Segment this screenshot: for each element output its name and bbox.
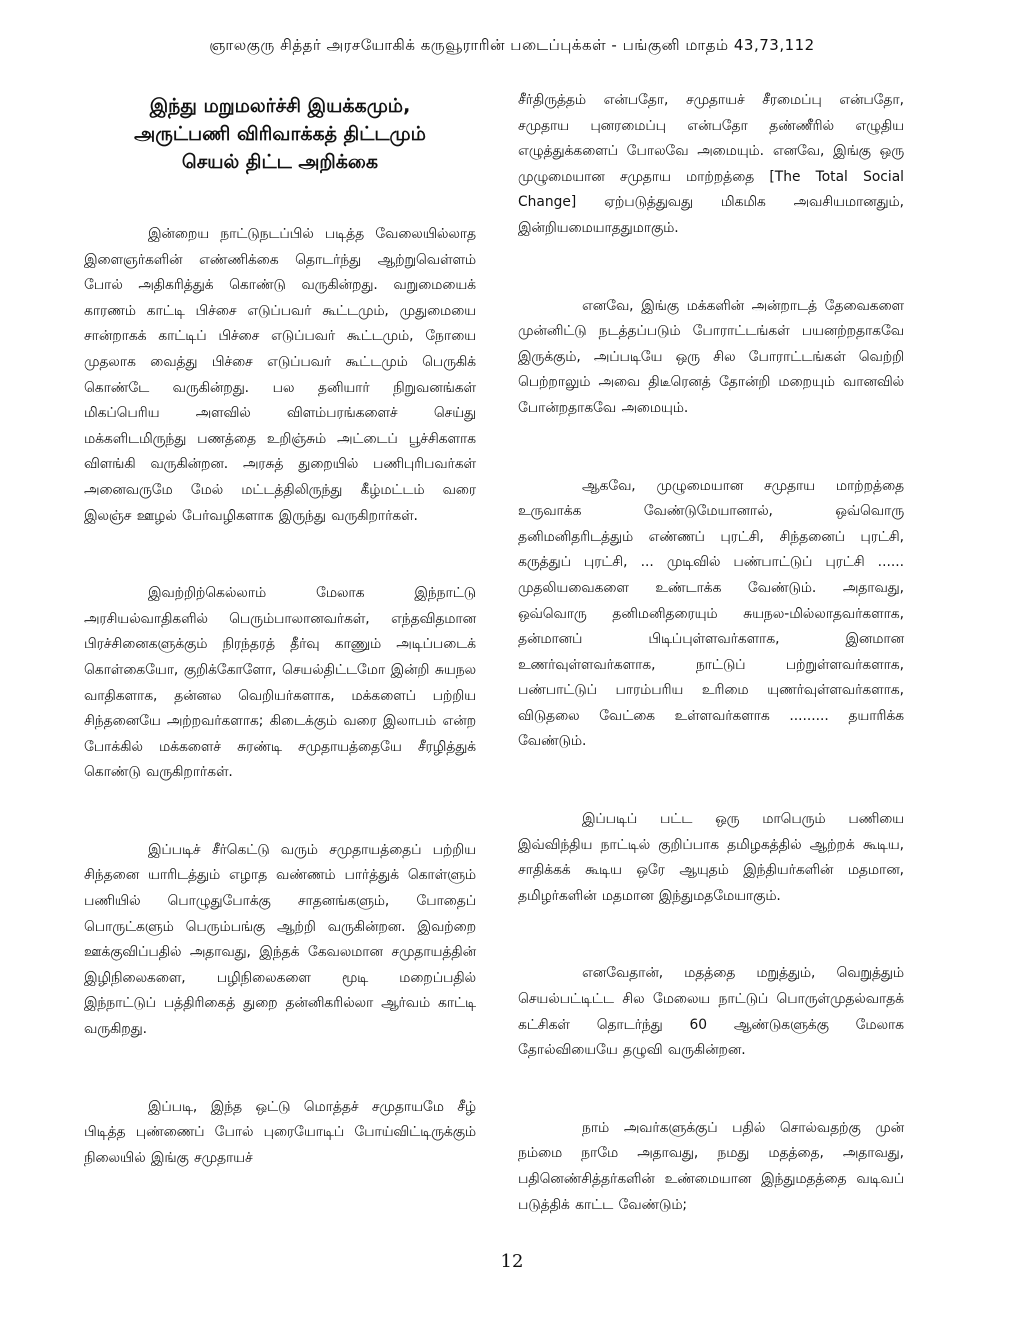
paragraph: இப்படிச் சீர்கெட்டு வரும் சமுதாயத்தைப் பற்றிய சிந்தனை யாரிடத்தும் எழாத வண்ணம் பார்த்துக் கொள்ளும் பணியில் பொழுதுபோக்கு சாதனங்களும், போதைப் பொருட்களும் பெரும்பங்கு ஆற்றி வருகின்றன. இவற்றை ஊக்குவிப்பதில் அதாவது, இந்தக் கேவலமான சமுதாயத்தின் இழிநிலைகளை, பழிநிலைகளை மூடி மறைப்பதில் இந்நாட்டுப் பத்திரிகைத் துறை தன்னிகரில்லா ஆர்வம் காட்டி வருகிறது. (84, 841, 476, 1038)
paragraph-continued: சீர்திருத்தம் என்பதோ, சமுதாயச் சீரமைப்பு என்பதோ, சமுதாய புனரமைப்பு என்பதோ தண்ணீரில் எழுதிய எழுத்துக்களைப் போலவே அமையும். எனவே, இங்கு ஒரு முழுமையான சமுதாய மாற்றத்தை [The Total Social Change] ஏற்படுத்துவது மிகமிக அவசியமானதும், இன்றியமையாததுமாகும். (518, 92, 904, 236)
paragraph: இவற்றிற்கெல்லாம் மேலாக இந்நாட்டு அரசியல்வாதிகளில் பெரும்பாலானவர்கள், எந்தவிதமான பிரச்சினைகளுக்கும் நிரந்தரத் தீர்வு காணும் அடிப்படைக் கொள்கையோ, குறிக்கோளோ, செயல்திட்டமோ இன்றி சுயநல வாதிகளாக, தன்னல வெறியர்களாக, மக்களைப் பற்றிய சிந்தனையே அற்றவர்களாக; கிடைக்கும் வரை இலாபம் என்ற போக்கில் மக்களைச் சுரண்டி சமுதாயத்தையே சீரழித்துக் கொண்டு வருகிறார்கள். (84, 585, 476, 781)
title-line-2: அருட்பணி விரிவாக்கத் திட்டமும் (134, 123, 426, 145)
left-column (84, 88, 476, 1223)
paragraph: எனவே, இங்கு மக்களின் அன்றாடத் தேவைகளை முன்னிட்டு நடத்தப்படும் போராட்டங்கள் பயனற்றதாகவே இருக்கும், அப்படியே ஒரு சில போராட்டங்கள் வெற்றி பெற்றாலும் அவை திடீரெனத் தோன்றி மறையும் வானவில் போன்றதாகவே அமையும். (518, 297, 904, 416)
page-number: 12 (500, 1251, 524, 1272)
paragraph: இப்படி, இந்த ஒட்டு மொத்தச் சமுதாயமே சீழ் பிடித்த புண்ணைப் போல் புரையோடிப் போய்விட்டிருக்கும் நிலையில் இங்கு சமுதாயச் (84, 1098, 476, 1166)
paragraph: எனவேதான், மதத்தை மறுத்தும், வெறுத்தும் செயல்பட்டிட்ட சில மேலைய நாட்டுப் பொருள்முதல்வாதக் கட்சிகள் தொடர்ந்து 60 ஆண்டுகளுக்கு மேலாக தோல்வியையே தழுவி வருகின்றன. (518, 965, 904, 1059)
paragraph: இன்றைய நாட்டுநடப்பில் படித்த வேலையில்லாத இளைஞர்களின் எண்ணிக்கை தொடர்ந்து ஆற்றுவெள்ளம் போல் அதிகரித்துக் கொண்டு வருகின்றது. வறுமையைக் காரணம் காட்டி பிச்சை எடுப்பவர் கூட்டமும், முதுமையை சான்றாகக் காட்டிப் பிச்சை எடுப்பவர் கூட்டமும், நோயை முதலாக வைத்து பிச்சை எடுப்பவர் கூட்டமும் பெருகிக் கொண்டே வருகின்றது. பல தனியார் நிறுவனங்கள் மிகப்பெரிய அளவில் விளம்பரங்களைச் செய்து மக்களிடமிருந்து பணத்தை உறிஞ்சும் அட்டைப் பூச்சிகளாக விளங்கி வருகின்றன. அரசுத் துறையில் பணிபுரிபவர்கள் அனைவருமே மேல் மட்டத்திலிருந்து கீழ்மட்டம் வரை இலஞ்ச ஊழல் பேர்வழிகளாக இருந்து வருகிறார்கள். (84, 226, 476, 524)
running-header: ஞாலகுரு சித்தர் அரசயோகிக் கருவூராரின் படைப்புக்கள் - பங்குனி மாதம் 43,73,112 (209, 36, 815, 54)
title-line-1: இந்து மறுமலர்ச்சி இயக்கமும், (149, 95, 411, 117)
article-title (84, 92, 476, 176)
title-line-3: செயல் திட்ட அறிக்கை (181, 151, 379, 173)
paragraph: இப்படிப் பட்ட ஒரு மாபெரும் பணியை இவ்விந்திய நாட்டில் குறிப்பாக தமிழகத்தில் ஆற்றக் கூடிய, சாதிக்கக் கூடிய ஒரே ஆயுதம் இந்தியர்களின் மதமான, தமிழர்களின் மதமான இந்துமதமேயாகும். (518, 811, 904, 904)
paragraph: நாம் அவர்களுக்குப் பதில் சொல்வதற்கு முன் நம்மை நாமே அதாவது, நமது மதத்தை, அதாவது, பதினெண்சித்தர்களின் உண்மையான இந்துமதத்தை வடிவப் படுத்திக் காட்ட வேண்டும்; (518, 1119, 904, 1213)
paragraph: ஆகவே, முழுமையான சமுதாய மாற்றத்தை உருவாக்க வேண்டுமேயானால், ஒவ்வொரு தனிமனிதரிடத்தும் எண்ணப் புரட்சி, சிந்தனைப் புரட்சி, கருத்துப் புரட்சி, ... முடிவில் பண்பாட்டுப் புரட்சி ...... முதலியவைகளை உண்டாக்க வேண்டும். அதாவது, ஒவ்வொரு தனிமனிதரையும் சுயநல-மில்லாதவர்களாக, தன்மானப் பிடிப்புள்ளவர்களாக, இனமான உணர்வுள்ளவர்களாக, நாட்டுப் பற்றுள்ளவர்களாக, பண்பாட்டுப் பாரம்பரிய உரிமை யுணர்வுள்ளவர்களாக, விடுதலை வேட்கை உள்ளவர்களாக ......... தயாரிக்க வேண்டும். (518, 477, 904, 750)
right-column (518, 88, 904, 1270)
